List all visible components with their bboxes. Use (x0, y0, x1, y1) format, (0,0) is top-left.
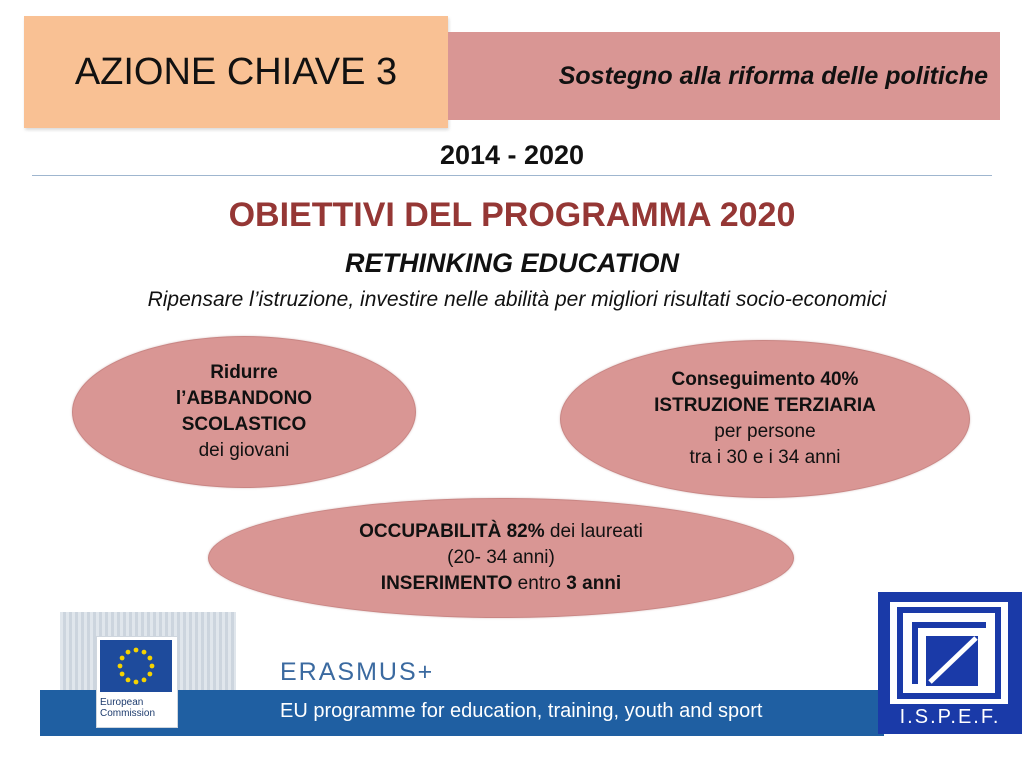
slide-title: AZIONE CHIAVE 3 (74, 50, 398, 93)
dropout-line-3: SCOLASTICO (181, 414, 307, 435)
ispef-label: I.S.P.E.F. (899, 706, 1001, 728)
eu-flag-icon (100, 640, 172, 692)
program-description: Ripensare l’istruzione, investire nelle abilità per migliori risultati socio-economici (147, 288, 887, 311)
dropout-line-1: Ridurre (210, 362, 278, 383)
objective-employability (208, 498, 794, 618)
program-heading: OBIETTIVI DEL PROGRAMMA 2020 (228, 196, 796, 234)
erasmus-band-text: EU programme for education, training, youth and sport (280, 700, 763, 722)
employability-line-1 (359, 519, 643, 545)
years-label: 2014 - 2020 (439, 140, 585, 170)
insertion-years: 3 anni (566, 573, 622, 594)
ec-label (100, 697, 155, 719)
eu-stars-icon (100, 640, 172, 692)
ec-label-line-2: Commission (100, 708, 156, 719)
tertiary-line-1: Conseguimento 40% (671, 369, 859, 390)
ispef-logo-emblem (890, 602, 1008, 704)
dropout-line-4: dei giovani (198, 440, 290, 461)
objective-dropout (72, 336, 416, 488)
divider (32, 175, 992, 176)
erasmus-logo-text: ERASMUS+ (280, 658, 435, 686)
slide-subtitle: Sostegno alla riforma delle politiche (558, 61, 988, 90)
tertiary-line-4: tra i 30 e i 34 anni (689, 447, 841, 468)
dropout-line-2: l’ABBANDONO (175, 388, 313, 409)
employability-rate-suffix: dei laureati (544, 521, 643, 542)
ispef-emblem-icon (890, 602, 1008, 704)
insertion-mid: entro (512, 573, 567, 594)
employability-line-2: (20- 34 anni) (447, 547, 555, 568)
tertiary-line-2: ISTRUZIONE TERZIARIA (654, 395, 876, 416)
insertion-label: INSERIMENTO (380, 573, 513, 594)
employability-line-3 (359, 571, 643, 597)
tertiary-line-3: per persone (714, 421, 816, 442)
program-tagline: RETHINKING EDUCATION (345, 248, 679, 278)
subtitle-box (448, 32, 1000, 120)
objective-tertiary (560, 340, 970, 498)
ec-label-line-1: European (100, 697, 144, 708)
employability-rate: OCCUPABILITÀ 82% (359, 521, 545, 542)
title-box (24, 16, 448, 128)
